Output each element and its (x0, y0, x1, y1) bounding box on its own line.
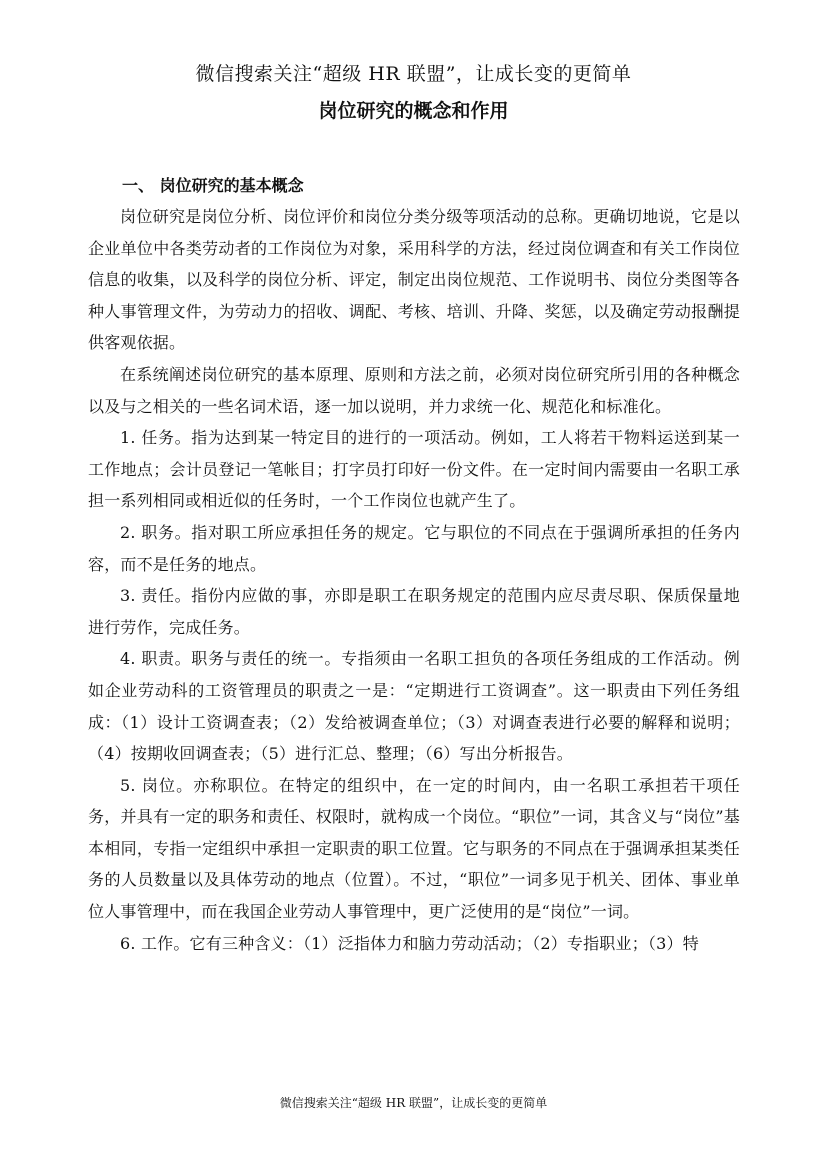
document-title: 岗位研究的概念和作用 (318, 100, 509, 122)
body-text (88, 201, 740, 959)
paragraph-position: 5. 岗位。亦称职位。在特定的组织中，在一定的时间内，由一名职工承担若干项任务，并具有一定的职务和责任、权限时，就构成一个岗位。“职位”一词，其含义与“岗位”基本相同，专指一定组织中承担一定职责的职工位置。它与职务的不同点在于强调承担某类任务的人员数量以及具体劳动的地点（位置）。不过，“职位”一词多见于机关、团体、事业单位人事管理中，而在我国企业劳动人事管理中，更广泛使用的是“岗位”一词。 (88, 775, 740, 922)
paragraph-job-responsibility: 4. 职责。职务与责任的统一。专指须由一名职工担负的各项任务组成的工作活动。例如企业劳动科的工资管理员的职责之一是：“定期进行工资调查”。这一职责由下列任务组成：（1）设计工资调查表；（2）发给被调查单位；（3）对调查表进行必要的解释和说明；（4）按期收回调查表；（5）进行汇总、整理；（6）写出分析报告。 (88, 649, 740, 764)
paragraph-task: 1. 任务。指为达到某一特定目的进行的一项活动。例如，工人将若干物料运送到某一工作地点；会计员登记一笔帐目；打字员打印好一份文件。在一定时间内需要由一名职工承担一系列相同或相近似的任务时，一个工作岗位也就产生了。 (88, 428, 740, 511)
paragraph-concepts: 在系统阐述岗位研究的基本原理、原则和方法之前，必须对岗位研究所引用的各种概念以及与之相关的一些名词术语，逐一加以说明，并力求统一化、规范化和标准化。 (88, 364, 740, 416)
page-footer: 微信搜索关注“超级 HR 联盟”，让成长变的更简单 (279, 1096, 548, 1110)
paragraph-duty: 2. 职务。指对职工所应承担任务的规定。它与职位的不同点在于强调所承担的任务内容，而不是任务的地点。 (88, 522, 740, 574)
paragraph-intro: 岗位研究是岗位分析、岗位评价和岗位分类分级等项活动的总称。更确切地说，它是以企业单位中各类劳动者的工作岗位为对象，采用科学的方法，经过岗位调查和有关工作岗位信息的收集，以及科学的岗位分析、评定，制定出岗位规范、工作说明书、岗位分类图等各种人事管理文件，为劳动力的招收、调配、考核、培训、升降、奖惩，以及确定劳动报酬提供客观依据。 (88, 207, 740, 353)
page-header: 微信搜索关注“超级 HR 联盟”，让成长变的更简单 (195, 63, 632, 85)
paragraph-responsibility: 3. 责任。指份内应做的事，亦即是职工在职务规定的范围内应尽责尽职、保质保量地进行劳作，完成任务。 (88, 586, 740, 637)
section-heading: 一、 岗位研究的基本概念 (122, 176, 304, 195)
paragraph-work: 6. 工作。它有三种含义：（1）泛指体力和脑力劳动活动；（2）专指职业；（3）特 (120, 933, 699, 953)
